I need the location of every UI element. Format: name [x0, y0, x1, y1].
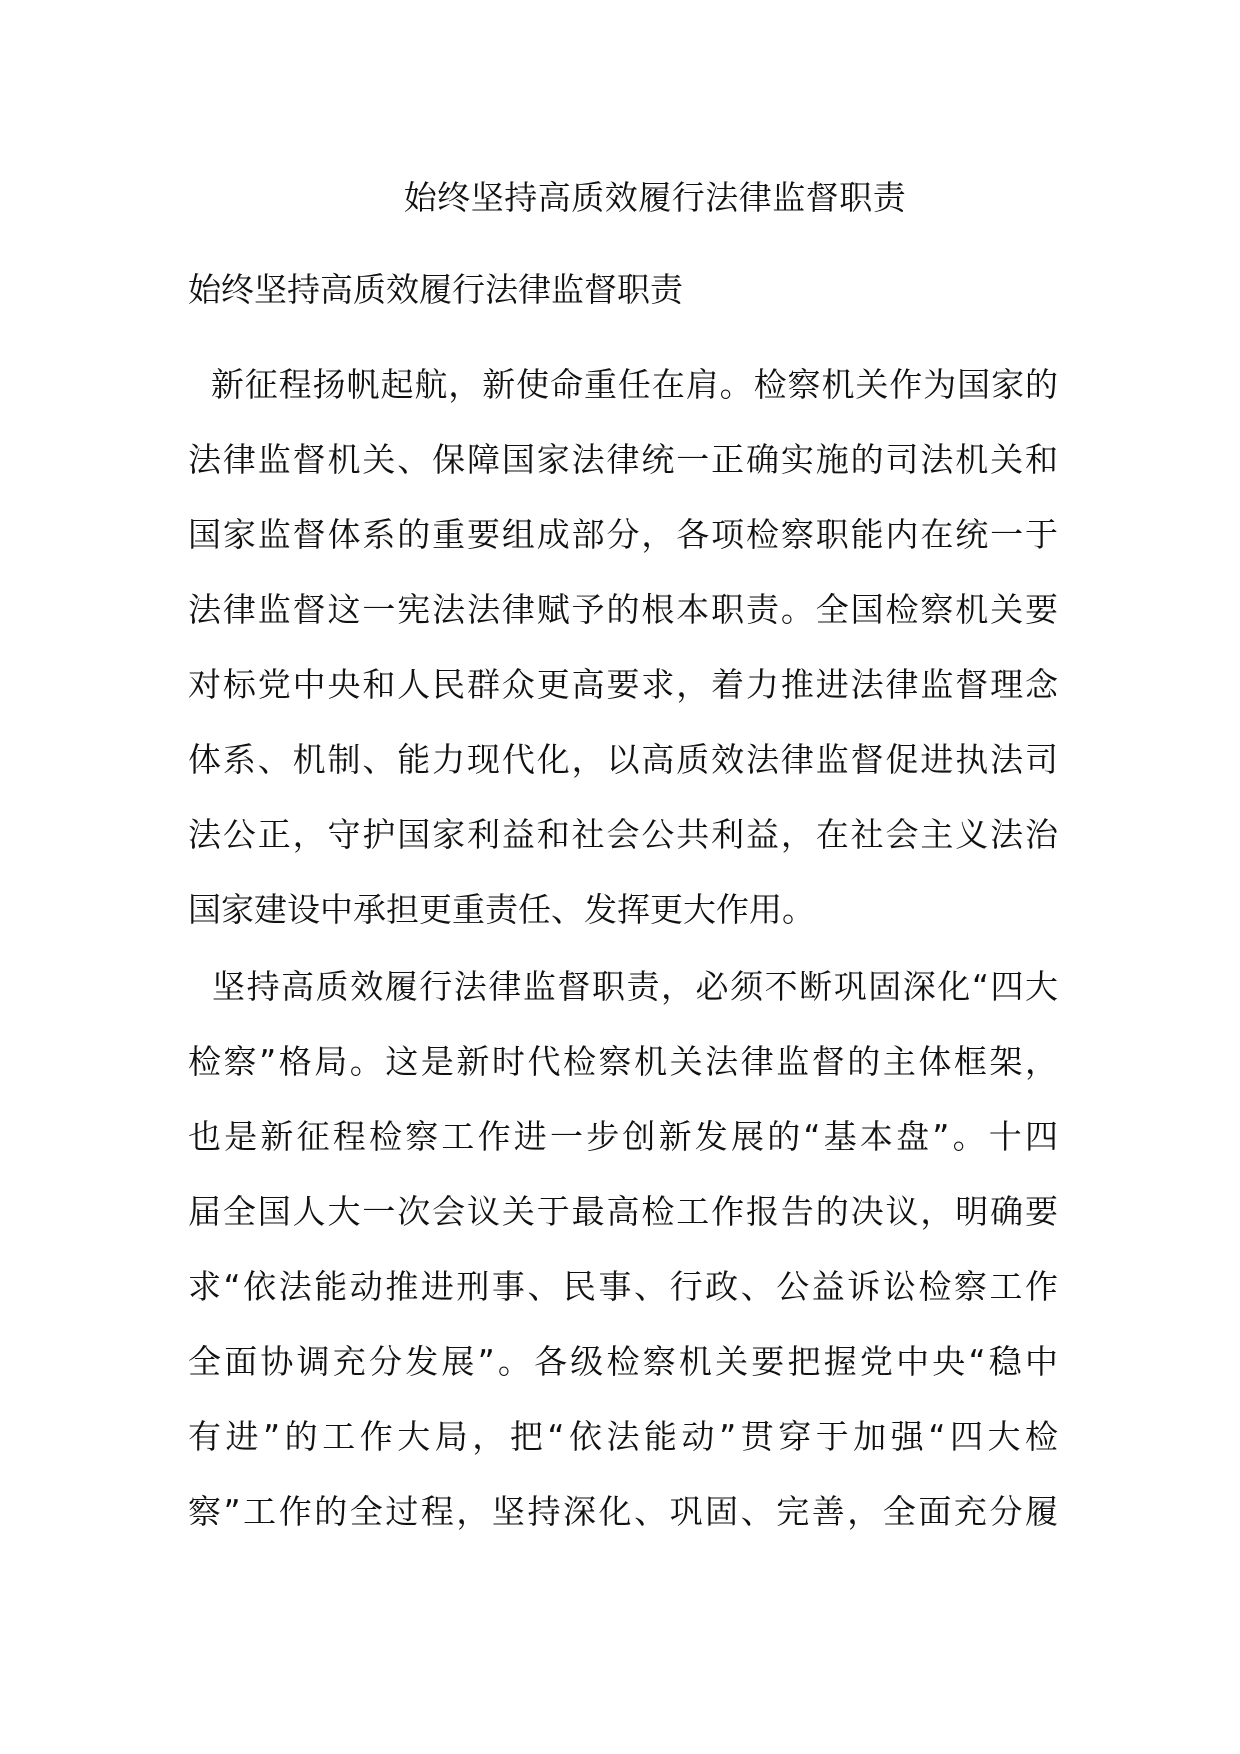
paragraph-line: 届全国人大一次会议关于最高检工作报告的决议，明确要 [188, 1192, 1058, 1231]
paragraph-line: 体系、机制、能力现代化，以高质效法律监督促进执法司 [188, 740, 1058, 779]
paragraph-line: 新征程扬帆起航，新使命重任在肩。检察机关作为国家的 [188, 365, 1058, 404]
paragraph-line: 国家监督体系的重要组成部分，各项检察职能内在统一于 [188, 515, 1058, 554]
paragraph-line: 法律监督机关、保障国家法律统一正确实施的司法机关和 [188, 440, 1058, 479]
paragraph-line: 也是新征程检察工作进一步创新发展的“基本盘”。十四 [188, 1117, 1058, 1156]
paragraph-line: 求“依法能动推进刑事、民事、行政、公益诉讼检察工作 [188, 1267, 1058, 1306]
document-title: 始终坚持高质效履行法律监督职责 [403, 178, 907, 217]
paragraph-line: 法公正，守护国家利益和社会公共利益，在社会主义法治 [188, 815, 1058, 854]
paragraph-line: 法律监督这一宪法法律赋予的根本职责。全国检察机关要 [188, 590, 1058, 629]
paragraph-line: 有进”的工作大局，把“依法能动”贯穿于加强“四大检 [188, 1417, 1058, 1456]
paragraph-line: 全面协调充分发展”。各级检察机关要把握党中央“稳中 [188, 1342, 1058, 1381]
paragraph-line: 国家建设中承担更重责任、发挥更大作用。 [188, 890, 815, 929]
paragraph-1 [188, 347, 1058, 947]
document-subtitle: 始终坚持高质效履行法律监督职责 [188, 270, 683, 309]
paragraph-line: 坚持高质效履行法律监督职责，必须不断巩固深化“四大 [188, 967, 1058, 1006]
paragraph-line: 察”工作的全过程，坚持深化、巩固、完善，全面充分履 [188, 1492, 1058, 1531]
paragraph-2 [188, 949, 1058, 1549]
paragraph-line: 对标党中央和人民群众更高要求，着力推进法律监督理念 [188, 665, 1058, 704]
paragraph-line: 检察”格局。这是新时代检察机关法律监督的主体框架， [188, 1042, 1058, 1081]
